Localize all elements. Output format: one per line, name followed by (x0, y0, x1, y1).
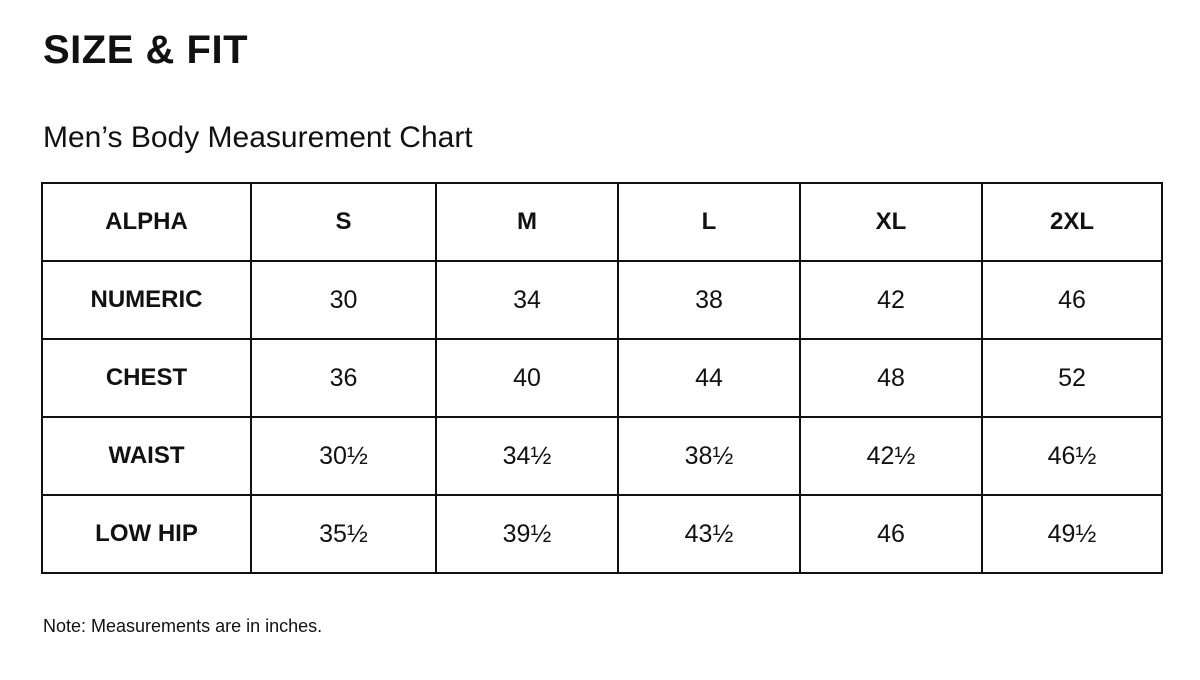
table-row-numeric (42, 261, 1162, 339)
table-row-waist (42, 417, 1162, 495)
table-cell: 38½ (618, 417, 800, 495)
table-cell: 40 (436, 339, 618, 417)
table-header-row (42, 183, 1162, 261)
table-cell: 46 (800, 495, 982, 573)
header-size-s: S (251, 183, 436, 261)
header-size-2xl: 2XL (982, 183, 1162, 261)
table-cell: 42½ (800, 417, 982, 495)
table-cell: 48 (800, 339, 982, 417)
row-label-numeric: NUMERIC (42, 261, 251, 339)
table-cell: 39½ (436, 495, 618, 573)
table-cell: 36 (251, 339, 436, 417)
table-cell: 38 (618, 261, 800, 339)
table-cell: 46 (982, 261, 1162, 339)
row-label-chest: CHEST (42, 339, 251, 417)
table-cell: 30½ (251, 417, 436, 495)
table-cell: 34½ (436, 417, 618, 495)
row-label-low-hip: LOW HIP (42, 495, 251, 573)
table-cell: 34 (436, 261, 618, 339)
table-cell: 35½ (251, 495, 436, 573)
table-row-chest (42, 339, 1162, 417)
header-size-l: L (618, 183, 800, 261)
table-cell: 42 (800, 261, 982, 339)
table-cell: 30 (251, 261, 436, 339)
header-alpha: ALPHA (42, 183, 251, 261)
table-cell: 52 (982, 339, 1162, 417)
table-cell: 44 (618, 339, 800, 417)
table-cell: 49½ (982, 495, 1162, 573)
size-table (41, 182, 1163, 574)
table-row-low-hip (42, 495, 1162, 573)
header-size-m: M (436, 183, 618, 261)
row-label-waist: WAIST (42, 417, 251, 495)
measurement-note: Note: Measurements are in inches. (43, 616, 323, 636)
chart-title: Men’s Body Measurement Chart (43, 121, 473, 154)
table-cell: 43½ (618, 495, 800, 573)
header-size-xl: XL (800, 183, 982, 261)
page-title: SIZE & FIT (43, 28, 248, 72)
table-cell: 46½ (982, 417, 1162, 495)
